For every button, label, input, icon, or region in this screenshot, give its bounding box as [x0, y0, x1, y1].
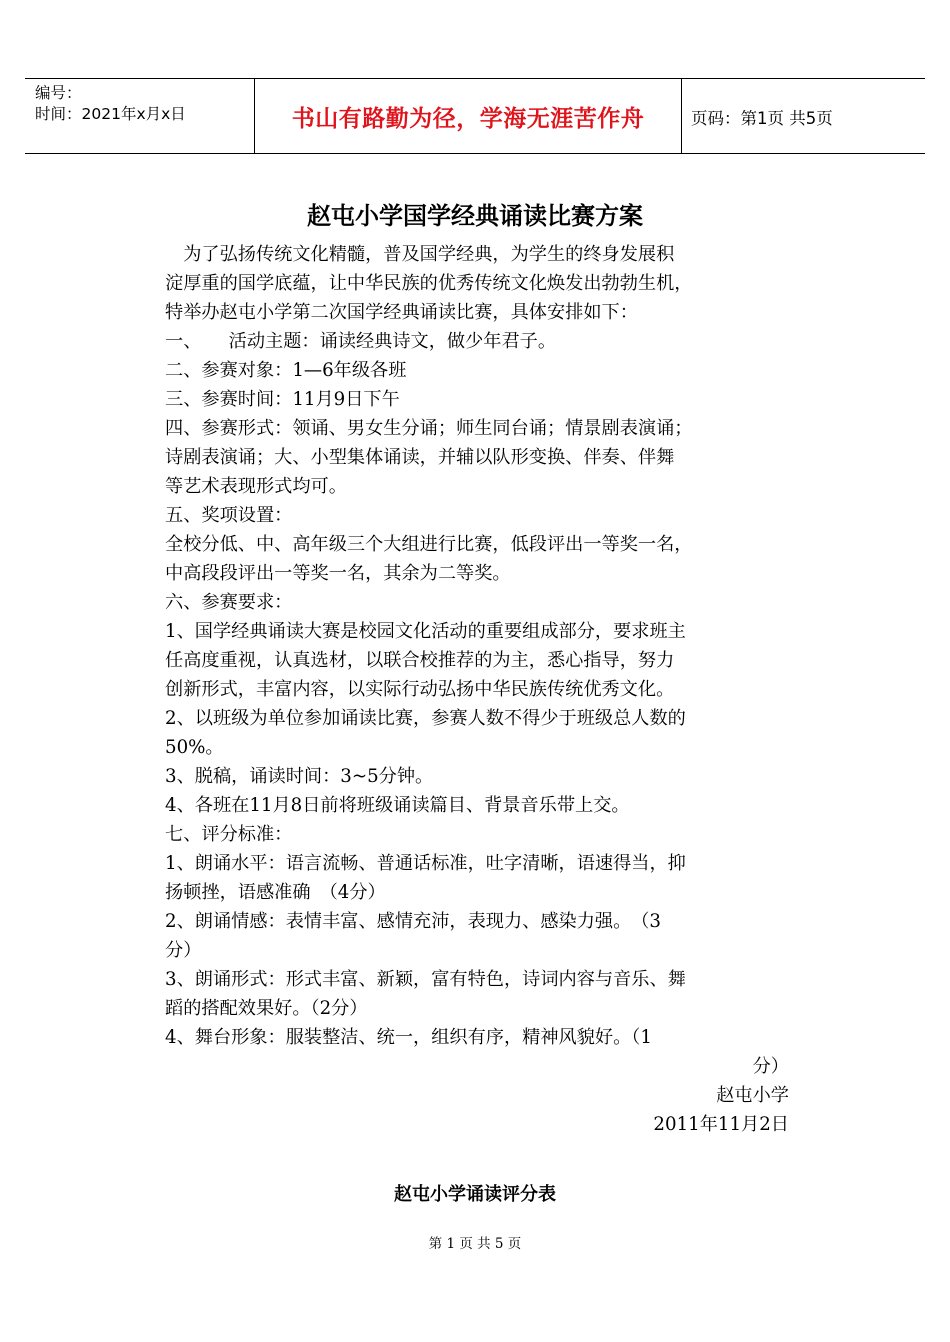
header-page-info: 页码：第1页 共5页 — [691, 108, 833, 128]
body-line: 七、评分标准： — [165, 824, 293, 845]
body-line: 四、参赛形式：领诵、男女生分诵；师生同台诵；情景剧表演诵； — [165, 418, 693, 439]
body-line: 特举办赵屯小学第二次国学经典诵读比赛，具体安排如下： — [165, 302, 638, 323]
body-line: 淀厚重的国学底蕴，让中华民族的优秀传统文化焕发出勃勃生机， — [165, 273, 693, 294]
document-body — [165, 240, 795, 1139]
document-title: 赵屯小学国学经典诵读比赛方案 — [307, 202, 643, 230]
score-table-title: 赵屯小学诵读评分表 — [394, 1184, 556, 1205]
header-meta — [35, 83, 260, 125]
body-line: 全校分低、中、高年级三个大组进行比赛，低段评出一等奖一名， — [165, 534, 693, 555]
body-line: 中高段段评出一等奖一名，其余为二等奖。 — [165, 563, 511, 584]
signature-school: 赵屯小学 — [716, 1085, 789, 1106]
body-line: 2、朗诵情感：表情丰富、感情充沛，表现力、感染力强。 （3 — [165, 911, 662, 932]
body-line: 4、各班在11月8日前将班级诵读篇目、背景音乐带上交。 — [165, 795, 630, 816]
body-line: 三、参赛时间：11月9日下午 — [165, 389, 400, 410]
number-label: 编号： — [35, 84, 82, 102]
time-label: 时间：2021年x月x日 — [35, 105, 186, 123]
body-line: 等艺术表现形式均可。 — [165, 476, 347, 497]
body-line: 2、以班级为单位参加诵读比赛，参赛人数不得少于班级总人数的 — [165, 708, 686, 729]
body-line: 五、奖项设置： — [165, 505, 293, 526]
signature-date: 2011年11月2日 — [653, 1114, 789, 1135]
body-line: 3、朗诵形式：形式丰富、新颖，富有特色，诗词内容与音乐、舞 — [165, 969, 686, 990]
body-line: 为了弘扬传统文化精髓，普及国学经典，为学生的终身发展积 — [165, 244, 675, 265]
body-line: 一、 活动主题：诵读经典诗文，做少年君子。 — [165, 331, 557, 352]
body-line: 1、朗诵水平：语言流畅、普通话标准，吐字清晰，语速得当，抑 — [165, 853, 686, 874]
body-line: 1、国学经典诵读大赛是校园文化活动的重要组成部分，要求班主 — [165, 621, 686, 642]
body-line: 诗剧表演诵；大、小型集体诵读，并辅以队形变换、伴奏、伴舞 — [165, 447, 675, 468]
body-line: 创新形式，丰富内容，以实际行动弘扬中华民族传统优秀文化。 — [165, 679, 675, 700]
body-line: 分） — [165, 940, 202, 961]
body-line: 蹈的搭配效果好。（2分） — [165, 998, 368, 1019]
body-line: 3、脱稿，诵读时间：3~5分钟。 — [165, 766, 434, 787]
score-continuation: 分） — [752, 1056, 789, 1077]
body-line: 二、参赛对象：1—6年级各班 — [165, 360, 407, 381]
document-header — [25, 78, 925, 154]
body-line: 任高度重视，认真选材，以联合校推荐的为主，悉心指导，努力 — [165, 650, 675, 671]
header-motto: 书山有路勤为径，学海无涯苦作舟 — [254, 79, 682, 154]
body-line: 六、参赛要求： — [165, 592, 293, 613]
body-line: 4、舞台形象：服装整洁、统一，组织有序，精神风貌好。（1 — [165, 1027, 652, 1048]
body-line: 50%。 — [165, 737, 224, 758]
page-footer: 第 1 页 共 5 页 — [428, 1236, 522, 1252]
body-line: 扬顿挫，语感准确 （4分） — [165, 882, 386, 903]
